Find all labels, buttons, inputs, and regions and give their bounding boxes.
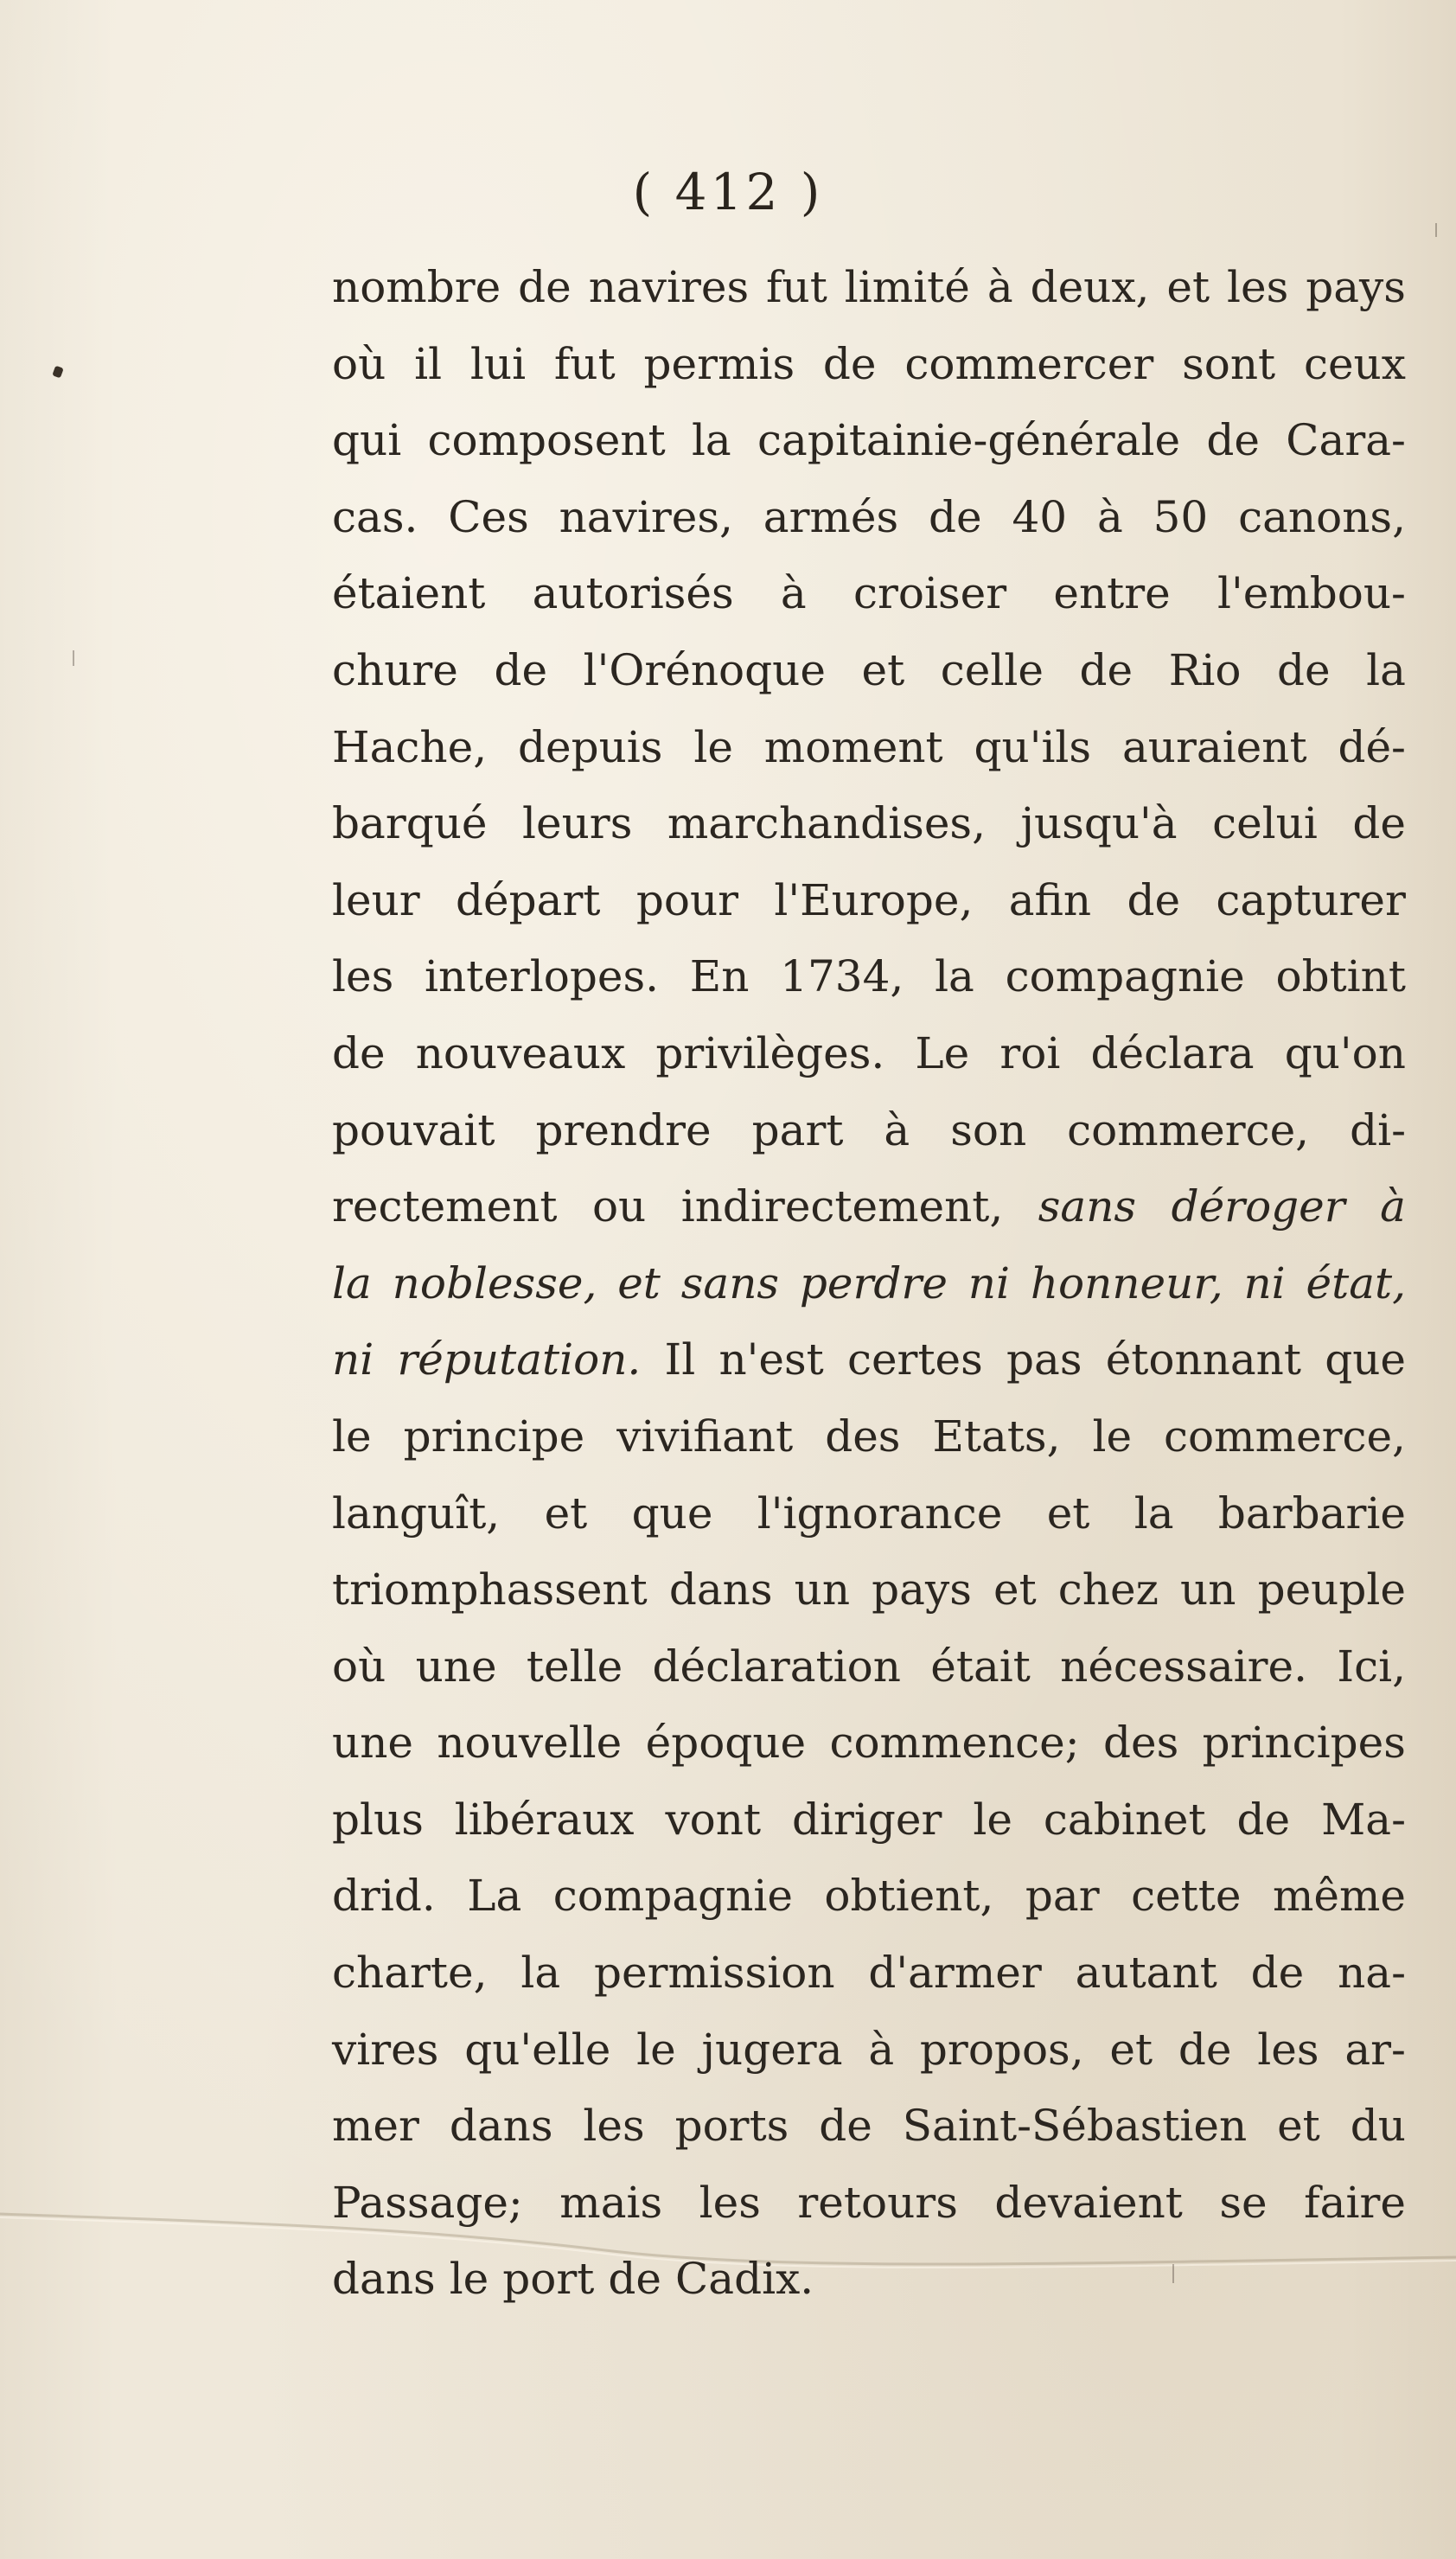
word: peuple [1257,1564,1406,1615]
word: de [332,1027,386,1078]
word: 1734, [780,951,904,1002]
word: et [1166,262,1210,312]
word: Cadix. [675,2254,814,2305]
word: Il [664,1334,696,1385]
word: barqué [332,798,488,849]
word: et [1046,1487,1090,1539]
word: un [794,1564,851,1615]
word: Ici, [1337,1641,1406,1692]
word: un [1180,1564,1236,1615]
page-number: ( 412 ) [632,163,824,221]
word: de [608,2254,661,2305]
text-line [332,1398,1406,1475]
word: permission [594,1948,835,1999]
word: ni [1243,1257,1286,1308]
word: dé- [1338,721,1406,772]
word: mais [559,2177,663,2228]
word: où [332,1641,386,1692]
word: et [993,1564,1037,1615]
word: compagnie [1005,951,1245,1002]
word: roi [999,1027,1061,1078]
word: déclaration [652,1641,901,1692]
word: état, [1306,1257,1406,1308]
word: commercer [904,338,1154,389]
word: noblesse, [392,1257,597,1308]
word: l'Europe, [774,874,974,925]
text-line [332,1321,1406,1398]
word: La [467,1871,522,1922]
word: qui [332,415,402,466]
word: étaient [332,568,486,619]
word: à [780,568,807,619]
word: et [544,1487,588,1539]
word: Hache, [332,721,488,772]
word: obtint [1275,951,1406,1002]
word: de [1178,2024,1232,2075]
word: dans [449,2101,553,2152]
word: nouveaux [415,1027,626,1078]
word: commerce, [1067,1104,1310,1155]
body-text [332,249,1406,2318]
text-line [332,1858,1406,1935]
word: dans [332,2254,436,2305]
word: de [1236,1794,1291,1845]
word: les [332,951,394,1002]
word: la [332,1257,372,1308]
word: que [631,1487,713,1539]
word: les [583,2101,645,2152]
word: à [987,262,1013,312]
word: autorisés [532,568,734,619]
word: une [332,1718,413,1769]
word: charte, [332,1948,488,1999]
text-line [332,1015,1406,1092]
word: navires [588,262,750,312]
word: Ces [448,491,529,542]
word: l'embou- [1217,568,1406,619]
word: d'armer [868,1948,1042,1999]
word: telle [526,1641,623,1692]
word: vivifiant [616,1411,794,1462]
word: faire [1304,2177,1406,2228]
word: étonnant [1105,1334,1301,1385]
ink-speck [52,366,64,379]
word: nombre [332,262,501,312]
text-line [332,326,1406,403]
word: le [449,2254,489,2305]
word: sont [1182,338,1276,389]
margin-mark [1435,223,1437,237]
word: ports [674,2101,789,2152]
word: prendre [535,1104,712,1155]
word: se [1219,2177,1268,2228]
word: l'Orénoque [583,644,826,695]
word: départ [456,874,601,925]
word: à [1096,491,1123,542]
word: celle [940,644,1044,695]
word: navires, [559,491,733,542]
word: triomphassent [332,1564,648,1615]
word: barbarie [1217,1487,1406,1539]
word: la [935,951,974,1002]
word: pour [635,874,739,925]
word: canons, [1238,491,1406,542]
word: principes [1202,1718,1406,1769]
word: fut [553,338,616,389]
text-line [332,2088,1406,2165]
word: drid. [332,1871,436,1922]
word: de [1250,1948,1305,1999]
word: indirectement, [680,1181,1004,1232]
word: vires [332,2024,439,2075]
word: di- [1350,1104,1406,1155]
word: une [415,1641,497,1692]
word: deux, [1030,262,1150,312]
word: de [494,644,548,695]
text-line [332,938,1406,1015]
text-line [332,1245,1406,1322]
word: leur [332,874,420,925]
word: jugera [701,2024,843,2075]
word: cette [1131,1871,1242,1922]
word: à [868,2024,895,2075]
word: 40 [1012,491,1068,542]
word: certes [846,1334,983,1385]
word: retours [797,2177,958,2228]
text-line [332,249,1406,326]
word: chure [332,644,458,695]
word: le [636,2024,676,2075]
word: et [617,1257,661,1308]
word: par [1025,1871,1100,1922]
word: port [502,2254,595,2305]
word: nouvelle [437,1718,623,1769]
word: de [819,2101,872,2152]
word: son [950,1104,1027,1155]
word: que [1325,1334,1406,1385]
word: Passage; [332,2177,523,2228]
word: Saint-Sébastien [902,2101,1248,2152]
word: pas [1006,1334,1082,1385]
word: afin [1008,874,1092,925]
margin-mark [73,650,74,666]
word: entre [1053,568,1171,619]
word: de [929,491,982,542]
word: propos, [919,2024,1084,2075]
word: et [861,644,905,695]
word: de [1277,644,1331,695]
word: ni [967,1257,1010,1308]
word: marchandises, [667,798,986,849]
word: ou [591,1181,647,1232]
text-line [332,632,1406,709]
word: où [332,338,386,389]
word: vont [665,1794,762,1845]
word: ar- [1344,2024,1406,2075]
word: croiser [853,568,1007,619]
word: compagnie [552,1871,793,1922]
text-line [332,1628,1406,1705]
word: de [1079,644,1134,695]
word: mer [332,2101,419,2152]
word: le [973,1794,1012,1845]
text-line [332,1705,1406,1782]
text-line [332,555,1406,632]
word: rectement [332,1181,558,1232]
word: nécessaire. [1060,1641,1308,1692]
word: la [1134,1487,1174,1539]
text-line [332,1475,1406,1552]
word: déclara [1090,1027,1255,1078]
word: depuis [517,721,663,772]
word: de [1352,798,1406,849]
word: de [822,338,877,389]
text-line [332,1551,1406,1628]
word: obtient, [824,1871,994,1922]
word: na- [1338,1948,1406,1999]
word: la [691,415,731,466]
word: commerce, [1164,1411,1406,1462]
word: les [699,2177,761,2228]
word: le [693,721,733,772]
text-line [332,1168,1406,1245]
word: ni [332,1334,374,1385]
word: moment [763,721,943,772]
word: qu'elle [464,2024,611,2075]
word: chez [1057,1564,1159,1615]
word: même [1272,1871,1406,1922]
word: perdre [799,1257,948,1308]
word: les [1227,262,1289,312]
word: les [1257,2024,1319,2075]
text-line [332,1935,1406,2012]
word: autant [1075,1948,1217,1999]
text-line [332,1092,1406,1169]
word: limité [844,262,970,312]
word: qu'ils [974,721,1092,772]
word: capturer [1216,874,1406,925]
word: 50 [1153,491,1209,542]
word: n'est [718,1334,824,1385]
word: était [930,1641,1031,1692]
word: le [1092,1411,1133,1462]
word: époque [645,1718,807,1769]
word: des [1102,1718,1179,1769]
text-line [332,2165,1406,2242]
word: dans [668,1564,773,1615]
word: cas. [332,491,418,542]
word: plus [332,1794,424,1845]
word: la [1366,644,1406,695]
word: Ma- [1321,1794,1406,1845]
word: capitainie-générale [757,415,1181,466]
word: permis [643,338,795,389]
word: de [1206,415,1260,466]
word: l'ignorance [757,1487,1003,1539]
word: diriger [792,1794,942,1845]
word: il [414,338,443,389]
word: languît, [332,1487,501,1539]
word: celui [1212,798,1318,849]
word: commence; [829,1718,1080,1769]
word: déroger [1171,1181,1345,1232]
word: En [689,951,750,1002]
text-line [332,2241,1406,2318]
word: libéraux [454,1794,635,1845]
word: part [751,1104,844,1155]
word: Etats, [932,1411,1061,1462]
word: jusqu'à [1020,798,1178,849]
word: de [1127,874,1181,925]
word: composent [427,415,666,466]
word: des [825,1411,901,1462]
text-line [332,785,1406,862]
word: qu'on [1284,1027,1406,1078]
text-line [332,1782,1406,1858]
word: Rio [1168,644,1242,695]
word: pouvait [332,1104,495,1155]
word: privilèges. [655,1027,885,1078]
word: leurs [522,798,633,849]
text-line [332,402,1406,479]
word: de [518,262,572,312]
word: à [1380,1181,1406,1232]
text-line [332,862,1406,939]
text-line [332,479,1406,556]
text-line [332,709,1406,786]
word: la [520,1948,561,1999]
word: pays [1306,262,1406,312]
word: Le [915,1027,970,1078]
word: auraient [1121,721,1307,772]
word: Cara- [1286,415,1406,466]
word: principe [403,1411,585,1462]
word: et [1109,2024,1153,2075]
word: à [884,1104,910,1155]
word: cabinet [1043,1794,1206,1845]
word: ceux [1303,338,1406,389]
text-line [332,2012,1406,2089]
word: lui [469,338,527,389]
word: et [1277,2101,1320,2152]
word: sans [680,1257,780,1308]
word: du [1350,2101,1406,2152]
word: fut [766,262,827,312]
word: devaient [994,2177,1183,2228]
word: le [332,1411,372,1462]
word: réputation. [397,1334,642,1385]
word: honneur, [1030,1257,1223,1308]
word: pays [872,1564,972,1615]
word: interlopes. [424,951,660,1002]
word: armés [763,491,899,542]
word: sans [1038,1181,1137,1232]
